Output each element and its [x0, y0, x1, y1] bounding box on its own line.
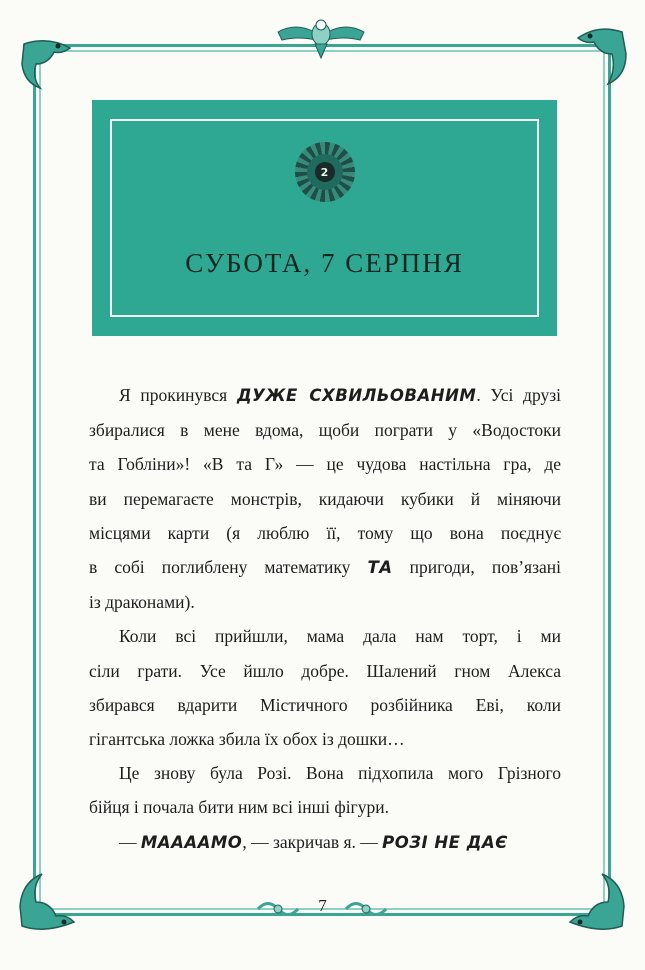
page-number: 7: [318, 896, 327, 915]
chapter-number: 2: [315, 162, 335, 182]
paragraph-2-line-2: сіли грати. Усе йшло добре. Шалений гном Алекса: [89, 660, 561, 681]
paragraph-1-line-7: із драконами).: [89, 592, 195, 613]
dragon-corner-icon-top-left: [18, 34, 78, 94]
chapter-header: [92, 100, 557, 336]
paragraph-1-line-2: збиралися в мене вдома, щоби пограти у «Водостоки: [89, 420, 561, 441]
body-text: [89, 378, 561, 860]
paragraph-2-line-3: збирався вдарити Містичного розбійника Еві, коли: [89, 694, 561, 715]
chapter-number-badge: [295, 142, 355, 202]
chapter-title: СУБОТА, 7 СЕРПНЯ: [185, 248, 464, 278]
dragon-corner-icon-top-right: [568, 22, 630, 94]
paragraph-1-line-1: Я прокинувся ДУЖЕ СХВИЛЬОВАНИМ. Усі друзі: [119, 385, 561, 405]
paragraph-3-line-2: бійця і почала бити ним всі інші фігури.: [89, 797, 389, 818]
eagle-ornament-icon: [276, 14, 366, 62]
emphasis-very-excited: ДУЖЕ СХВИЛЬОВАНИМ: [236, 386, 477, 405]
paragraph-1-line-6: в собі поглиблену математику ТА пригоди, пов’язані: [89, 557, 561, 578]
paragraph-3-line-1: Це знову була Розі. Вона підхопила мого Грізного: [119, 763, 561, 784]
emphasis-rosie-wont-let: РОЗІ НЕ ДАЄ: [382, 832, 508, 852]
emphasis-and: ТА: [367, 558, 393, 578]
paragraph-1-line-4: ви перемагаєте монстрів, кидаючи кубики й міняючи: [89, 488, 561, 509]
paragraph-1-line-5: місцями карти (я люблю її, тому що вона поєднує: [89, 522, 561, 543]
paragraph-2-line-4: гігантська ложка збила їх обох із дошки…: [89, 729, 405, 750]
paragraph-4-line-1: — МААААМО, — закричав я. — РОЗІ НЕ ДАЄ: [119, 831, 508, 852]
paragraph-1-line-3: та Гобліни»! «В та Г» — це чудова настільна гра, де: [89, 454, 561, 475]
chapter-badge-center: [307, 154, 343, 190]
paragraph-2-line-1: Коли всі прийшли, мама дала нам торт, і ми: [119, 626, 561, 647]
emphasis-mom-shout: МААААМО: [140, 832, 243, 852]
